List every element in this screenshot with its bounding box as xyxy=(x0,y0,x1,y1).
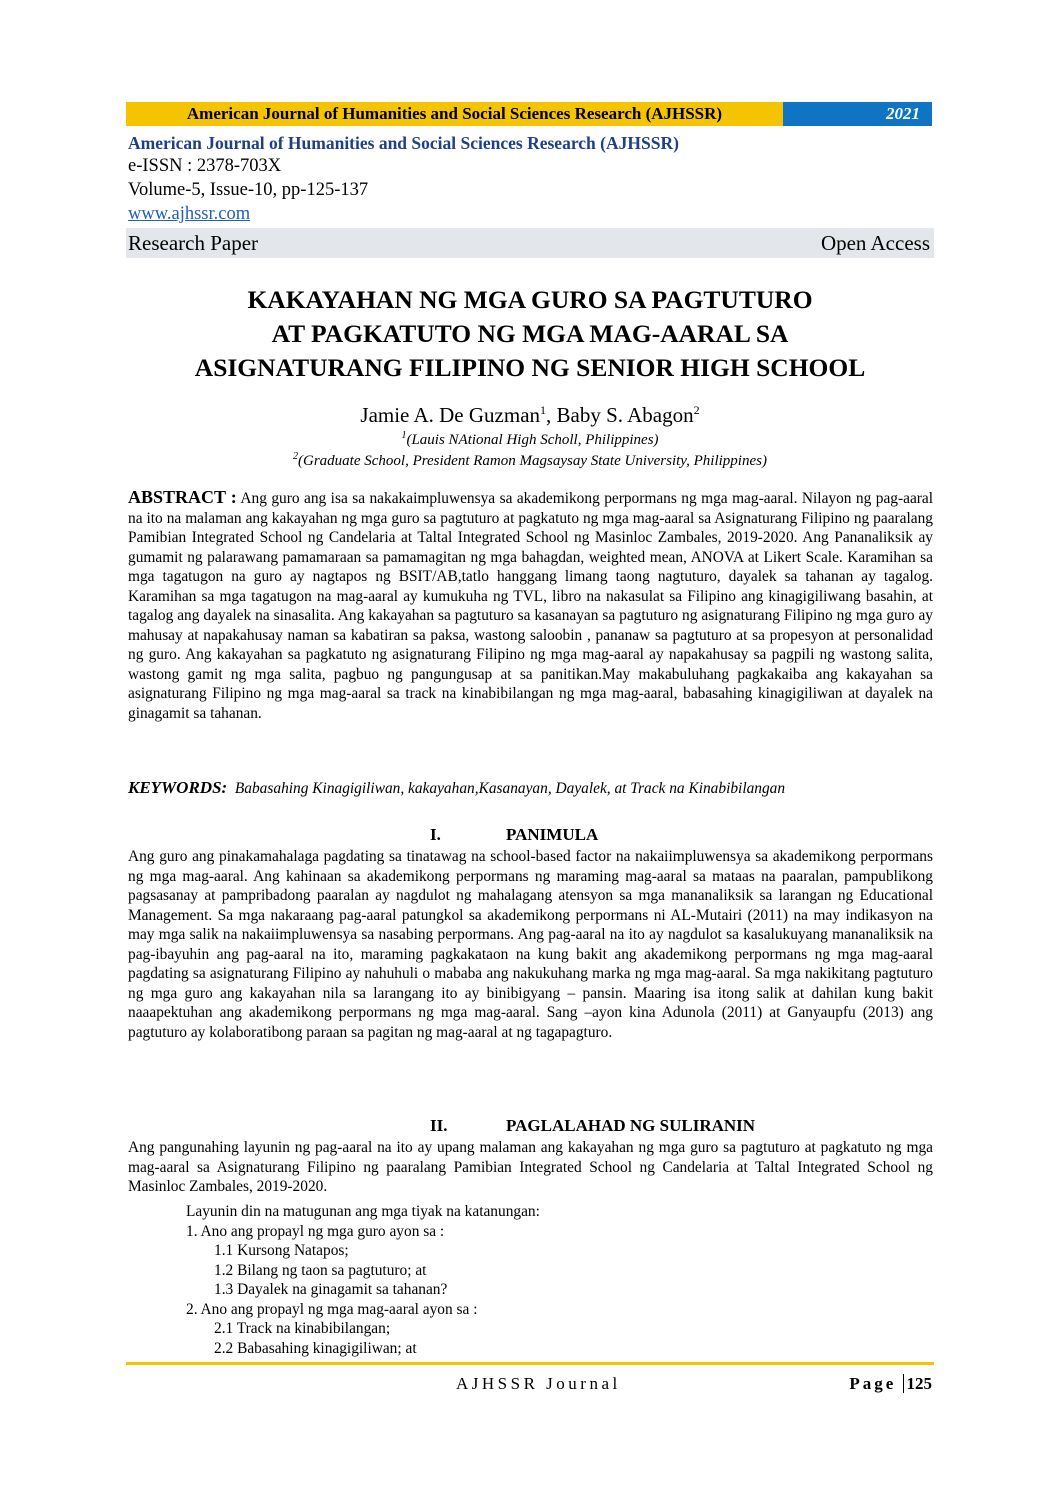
paper-type-bar xyxy=(126,228,934,258)
list-item: 2.1 Track na kinabibilangan; xyxy=(214,1320,391,1337)
keywords xyxy=(128,778,933,799)
header-journal-name: American Journal of Humanities and Social Sciences Research (AJHSSR) xyxy=(126,102,783,126)
title-line: ASIGNATURANG FILIPINO NG SENIOR HIGH SCHOOL xyxy=(194,353,866,382)
volume-info: Volume-5, Issue-10, pp-125-137 xyxy=(128,180,369,200)
abstract-label: ABSTRACT : xyxy=(128,487,237,507)
footer-page-info xyxy=(849,1374,932,1394)
page-footer xyxy=(126,1374,934,1398)
journal-website-link[interactable]: www.ajhssr.com xyxy=(128,204,251,224)
journal-info xyxy=(128,132,934,226)
section-heading xyxy=(128,1116,933,1136)
footer-journal-name: AJHSSR Journal xyxy=(456,1374,621,1393)
section-number: I. xyxy=(430,825,441,844)
list-item: Layunin din na matugunan ang mga tiyak na katanungan: xyxy=(186,1203,540,1220)
affiliation-text: (Lauis NAtional High Scholl, Philippines) xyxy=(406,432,659,448)
list-item: 2. Ano ang propayl ng mga mag-aaral ayon sa : xyxy=(186,1300,478,1318)
author-name: Baby S. Abagon xyxy=(556,403,694,427)
abstract-text: Ang guro ang isa sa nakakaimpluwensya sa akademikong perpormans ng mga mag-aaral. Nilayon ng pag-aaral na ito na malaman ang kakayahan ng mga guro sa pagtuturo at pagkatuto ng mga mag-aaral sa Asignaturang Filipino ng paaralang Pamibian Integrated School ng Candelaria at Taltal Integrated School ng Masinloc Zambales, 2019-2020. Ang Pananaliksik ay gumamit ng palarawang pamamaraan sa pamamagitan ng mga bahagdan, weighted mean, ANOVA at Likert Scale. Karamihan sa mga tagatugon na guro ay nagtapos ng BSIT/AB,tatlo hanggang limang taong nagtuturo, dayalek sa tahanan ay tagalog. Karamihan sa mga tagatugon na mag-aaral ay kumukuha ng TVL, libro na nakasulat sa Filipino ang kinagigiliwang basahin, at tagalog ang dayalek na sinasalita. Ang kakayahan sa pagtuturo sa kasanayan sa pagtuturo ng asignaturang Filipino ng mga guro ay mahusay at napakahusay naman sa kabatiran sa paksa, wastong saloobin , pananaw sa pagtuturo at sa propesyon at personalidad ng guro. Ang kakayahan sa pagkatuto ng asignaturang Filipino ng mga mag-aaral ay napakahusay sa pagpili ng wastong salita, wastong gamit ng mga salita, pagbuo ng pangungusap at sa panitikan.May makabuluhang pagkakaiba ang kakayahan sa asignaturang Filipino ng mga mag-aaral sa track na kinabibilangan ng mga mag-aaral, babasahing kinagigiliwan at dayalek na ginagamit sa tahanan. xyxy=(128,490,934,722)
page-number: 125 xyxy=(903,1374,933,1393)
list-item: 1. Ano ang propayl ng mga guro ayon sa : xyxy=(186,1222,445,1240)
list-item: 1.1 Kursong Natapos; xyxy=(214,1242,349,1259)
journal-header-banner xyxy=(126,102,932,126)
journal-name: American Journal of Humanities and Social Sciences Research (AJHSSR) xyxy=(128,133,679,153)
section-paragraph: Ang guro ang pinakamahalaga pagdating sa tinatawag na school-based factor na nakaiimpluwensya sa akademikong perpormans ng mga mag-aaral. Ang kahinaan sa akademikong perpormans ng maraming mag-aaral sa mataas na paaralan, pampublikong pagsasanay at pampribadong paaralan ay nagdulot ng mahalagang atensyon sa mga mananaliksik sa larangan ng Educational Management. Sa mga nakaraang pag-aaral patungkol sa akademikong perpormans ni AL-Mutairi (2011) na may indikasyon na may mga salik na nakaiimpluwensya sa nasabing perpormans. Ang pag-aaral na ito ay nagdulot sa kasalukuyang mananaliksik na pag-ibayuhin ang pag-aaral na ito, maraming pagkakataon na kung bakit ang akademikong perpormans ng mga mag-aaral pagdating sa asignaturang Filipino ay nahuhuli o mababa ang nakukuhang marka ng mga mag-aaral. Sa mga nakikitang pagtuturo ng mga guro ang kakayahan nila sa larangang ito ay binibigyang – pansin. Maaring isa itong salik at dahilan kung bakit naaapektuhan ang akademikong perpormans ng mga mag-aaral. Sang –ayon kina Adunola (2011) at Ganyaupfu (2013) ang pagtuturo ay kolaboratibong paraan sa pagitan ng mag-aaral at ng tagapagturo. xyxy=(128,848,933,1041)
section-heading xyxy=(128,825,933,845)
issn: e-ISSN : 2378-703X xyxy=(128,156,282,176)
list-item: 1.3 Dayalek na ginagamit sa tahanan? xyxy=(214,1281,448,1298)
abstract xyxy=(128,488,933,723)
access-type-label: Open Access xyxy=(820,230,930,255)
affiliation-text: (Graduate School, President Ramon Magsaysay State University, Philippines) xyxy=(298,453,767,469)
keywords-label: KEYWORDS: xyxy=(128,778,228,797)
author-name: Jamie A. De Guzman xyxy=(360,403,541,427)
page-label: Page xyxy=(849,1374,897,1393)
list-item: 2.2 Babasahing kinagigiliwan; at xyxy=(214,1339,417,1357)
section-title: PAGLALAHAD NG SULIRANIN xyxy=(506,1116,756,1135)
affiliation-superscript: 1 xyxy=(401,430,407,441)
author-superscript: 2 xyxy=(693,403,700,417)
section-paragraph: Ang pangunahing layunin ng pag-aaral na ito ay upang malaman ang kakayahan ng mga guro sa pagtuturo at pagkatuto ng mga mag-aaral sa Asignaturang Filipino ng paaralang Pamibian Integrated School ng Candelaria at Taltal Integrated School ng Masinloc Zambales, 2019-2020. xyxy=(128,1139,933,1195)
paper-title xyxy=(126,283,934,385)
title-line: AT PAGKATUTO NG MGA MAG-AARAL SA xyxy=(271,319,789,348)
section-title: PANIMULA xyxy=(506,825,599,844)
research-questions-list xyxy=(128,1202,933,1358)
section-number: II. xyxy=(430,1116,448,1135)
affiliation-superscript: 2 xyxy=(293,451,299,462)
affiliation xyxy=(126,447,934,471)
title-line: KAKAYAHAN NG MGA GURO SA PAGTUTURO xyxy=(247,285,813,314)
list-item: 1.2 Bilang ng taon sa pagtuturo; at xyxy=(214,1261,427,1279)
author-list xyxy=(126,396,934,429)
footer-divider xyxy=(126,1362,934,1365)
author-superscript: 1 xyxy=(540,403,547,417)
keywords-text: Babasahing Kinagigiliwan, kakayahan,Kasanayan, Dayalek, at Track na Kinabibilangan xyxy=(234,780,786,797)
author-separator: , xyxy=(546,403,557,427)
header-year: 2021 xyxy=(783,102,932,126)
paper-type-label: Research Paper xyxy=(128,230,259,255)
